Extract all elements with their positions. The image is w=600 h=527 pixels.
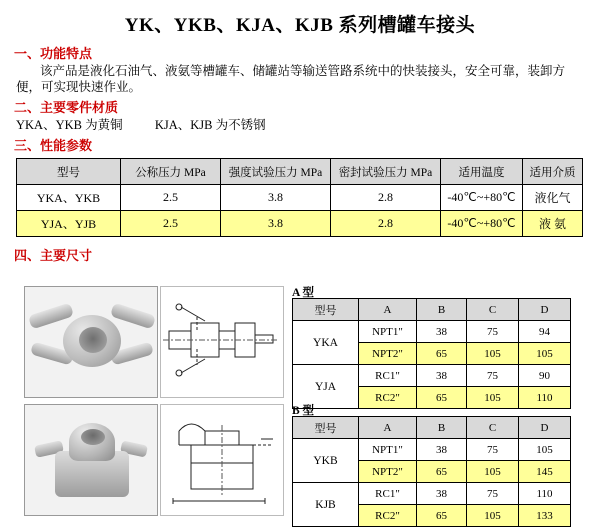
cell: 2.8	[331, 185, 441, 211]
cell: 液化气	[523, 185, 583, 211]
cell: RC2"	[359, 387, 417, 409]
col-header: D	[519, 417, 571, 439]
cell: 3.8	[221, 185, 331, 211]
cell: 75	[467, 321, 519, 343]
cell: 105	[519, 343, 571, 365]
section-heading-features: 一、功能特点	[14, 46, 93, 61]
cell: NPT2"	[359, 343, 417, 365]
performance-table	[16, 158, 583, 237]
material-right: KJA、KJB 为不锈钢	[154, 118, 266, 132]
section-heading-material: 二、主要零件材质	[14, 100, 119, 115]
drawing-b-svg	[161, 405, 283, 515]
cell: 2.5	[121, 211, 221, 237]
cell: YKA、YKB	[17, 185, 121, 211]
table-row	[17, 211, 583, 237]
table-row	[17, 185, 583, 211]
cell: 105	[467, 343, 519, 365]
col-header: C	[467, 417, 519, 439]
photo-part	[110, 303, 156, 330]
model-cell: KJB	[293, 483, 359, 527]
cell: RC2"	[359, 505, 417, 527]
cell: 65	[417, 461, 467, 483]
col-header: 密封试验压力 MPa	[331, 159, 441, 185]
cell: NPT2"	[359, 461, 417, 483]
cell: 75	[467, 439, 519, 461]
table-row	[293, 321, 571, 343]
cell: 105	[467, 387, 519, 409]
table-header-row	[17, 159, 583, 185]
col-header: 型号	[293, 417, 359, 439]
table-header-row	[293, 299, 571, 321]
cell: 2.5	[121, 185, 221, 211]
model-cell: YJA	[293, 365, 359, 409]
col-header: C	[467, 299, 519, 321]
cell: 75	[467, 365, 519, 387]
cell: 液 氨	[523, 211, 583, 237]
coupling-drawing-a	[160, 286, 284, 398]
col-header: A	[359, 299, 417, 321]
cell: 110	[519, 387, 571, 409]
cell: 94	[519, 321, 571, 343]
dim-table-a	[292, 298, 571, 409]
document-page	[0, 10, 600, 526]
model-cell: YKB	[293, 439, 359, 483]
cell: NPT1"	[359, 321, 417, 343]
col-header: D	[519, 299, 571, 321]
dim-table-b-label: B 型	[292, 405, 315, 417]
cell: 105	[467, 461, 519, 483]
col-header: 强度试验压力 MPa	[221, 159, 331, 185]
col-header: A	[359, 417, 417, 439]
cell: -40℃~+80℃	[441, 185, 523, 211]
coupling-photo-a	[24, 286, 158, 398]
col-header: B	[417, 417, 467, 439]
dim-table-a-label: A 型	[292, 287, 315, 299]
cell: 65	[417, 387, 467, 409]
cell: 38	[417, 439, 467, 461]
table-row	[293, 365, 571, 387]
section-heading-dimensions: 四、主要尺寸	[14, 248, 93, 263]
cell: 38	[417, 321, 467, 343]
cell: 2.8	[331, 211, 441, 237]
drawing-a-svg	[161, 287, 283, 397]
cell: -40℃~+80℃	[441, 211, 523, 237]
cell: 145	[519, 461, 571, 483]
table-header-row	[293, 417, 571, 439]
cell: 133	[519, 505, 571, 527]
photo-part	[79, 327, 107, 353]
page-title: YK、YKB、KJA、KJB 系列槽罐车接头	[124, 15, 476, 36]
table-row	[293, 483, 571, 505]
coupling-photo-b	[24, 404, 158, 516]
model-cell: YKA	[293, 321, 359, 365]
cell: 75	[467, 483, 519, 505]
cell: 65	[417, 505, 467, 527]
material-line	[16, 117, 600, 133]
cell: RC1"	[359, 483, 417, 505]
section-heading-performance: 三、性能参数	[14, 138, 93, 153]
col-header: 适用温度	[441, 159, 523, 185]
cell: 105	[519, 439, 571, 461]
col-header: 公称压力 MPa	[121, 159, 221, 185]
dim-table-b	[292, 416, 571, 527]
cell: 110	[519, 483, 571, 505]
cell: 65	[417, 343, 467, 365]
cell: RC1"	[359, 365, 417, 387]
material-left: YKA、YKB 为黄铜	[16, 118, 123, 132]
photo-part	[81, 429, 105, 445]
cell: YJA、YJB	[17, 211, 121, 237]
table-row	[293, 439, 571, 461]
cell: 38	[417, 483, 467, 505]
cell: 90	[519, 365, 571, 387]
col-header: 型号	[17, 159, 121, 185]
cell: NPT1"	[359, 439, 417, 461]
cell: 38	[417, 365, 467, 387]
coupling-drawing-b	[160, 404, 284, 516]
col-header: 适用介质	[523, 159, 583, 185]
features-text: 该产品是液化石油气、液氨等槽罐车、储罐站等输送管路系统中的快装接头，安全可靠，装卸方便，可实现快速作业。	[16, 64, 566, 94]
col-header: B	[417, 299, 467, 321]
cell: 3.8	[221, 211, 331, 237]
col-header: 型号	[293, 299, 359, 321]
cell: 105	[467, 505, 519, 527]
